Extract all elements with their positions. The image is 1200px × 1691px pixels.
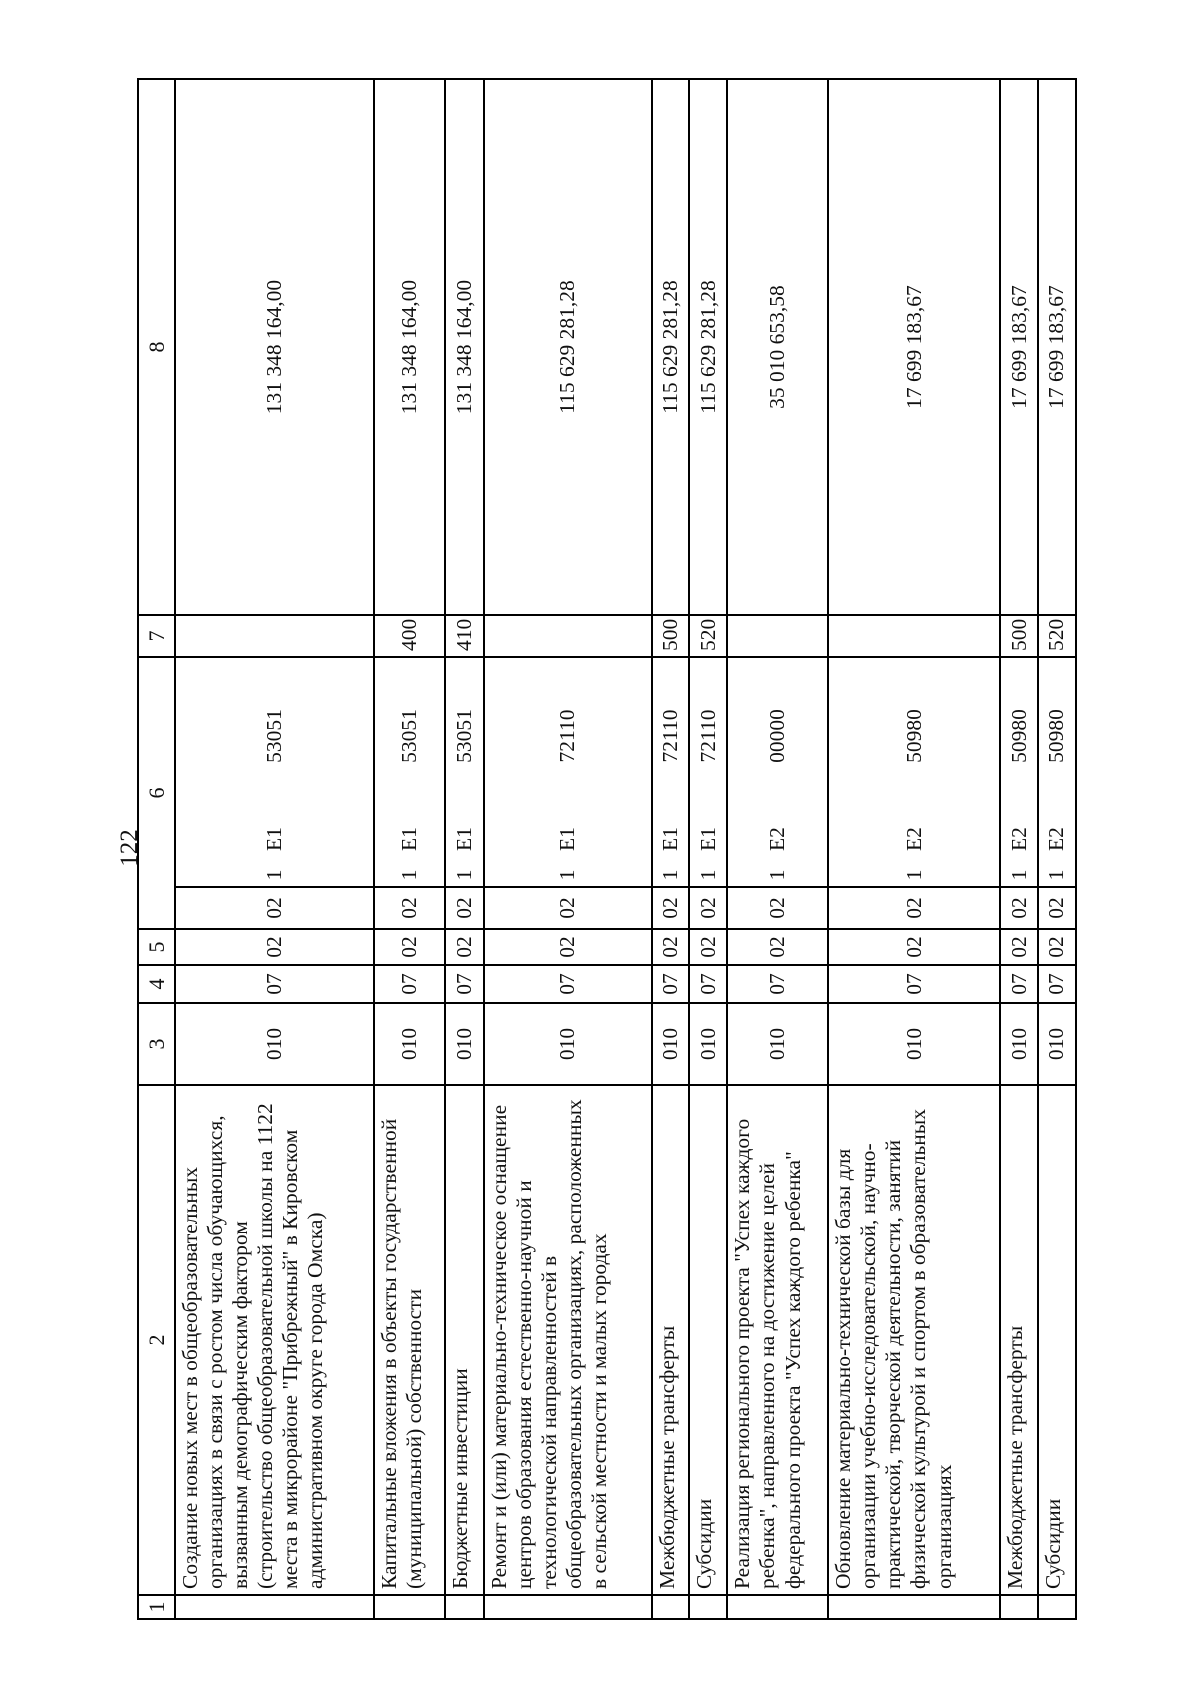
header-col-1: 1	[138, 1595, 175, 1619]
table-row	[689, 79, 727, 1619]
row-code-3: 010	[689, 1003, 727, 1085]
row-col-1	[689, 1595, 727, 1619]
row-col-1	[374, 1595, 444, 1619]
row-code-7	[828, 615, 1000, 657]
row-name: Межбюджетные трансферты	[652, 1085, 690, 1595]
table-row	[727, 79, 828, 1619]
row-code-5: 02	[374, 929, 444, 965]
row-code-7	[727, 615, 828, 657]
row-code-6	[445, 657, 484, 929]
row-code-7: 500	[652, 615, 690, 657]
row-col-1	[1000, 1595, 1038, 1619]
code6-part-1: 02	[1006, 897, 1031, 919]
row-code-3: 010	[828, 1003, 1000, 1085]
row-code-3: 010	[1038, 1003, 1076, 1085]
code6-part-3: E2	[1006, 827, 1031, 851]
row-amount: 17 699 183,67	[1000, 79, 1038, 615]
code6-part-2: 1	[396, 869, 421, 881]
row-amount: 35 010 653,58	[727, 79, 828, 615]
header-col-3: 3	[138, 1003, 175, 1085]
row-code-6	[484, 657, 652, 929]
row-code-5: 02	[652, 929, 690, 965]
row-code-6	[727, 657, 828, 929]
row-code-4: 07	[689, 965, 727, 1003]
code6-part-2: 1	[1006, 869, 1031, 881]
code6-part-1: 02	[657, 897, 682, 919]
row-name: Ремонт и (или) материально-техническое оснащение центров образования естественно-научной и технологической направленностей в общеобразовательных организациях, расположенных в сельской местности и малых городах	[484, 1085, 652, 1595]
row-col-1	[175, 1595, 375, 1619]
code6-part-4: 53051	[451, 709, 476, 763]
table-row	[1038, 79, 1076, 1619]
row-name: Обновление материально-технической базы для организации учебно-исследовательской, научно-практической, творческой деятельности, занятий физической культурой и спортом в образовательных организациях	[828, 1085, 1000, 1595]
row-code-6	[652, 657, 690, 929]
code6-part-4: 53051	[396, 709, 421, 763]
code6-part-4: 53051	[261, 709, 286, 763]
row-code-5: 02	[828, 929, 1000, 965]
header-col-6: 6	[138, 657, 175, 929]
code6-part-2: 1	[451, 869, 476, 881]
row-amount: 115 629 281,28	[484, 79, 652, 615]
code6-part-3: E1	[396, 827, 421, 851]
row-col-1	[652, 1595, 690, 1619]
row-name: Субсидии	[689, 1085, 727, 1595]
code6-part-1: 02	[1044, 897, 1069, 919]
table-row	[445, 79, 484, 1619]
row-code-5: 02	[1038, 929, 1076, 965]
row-amount: 115 629 281,28	[689, 79, 727, 615]
code6-part-1: 02	[261, 897, 286, 919]
code6-part-3: E1	[657, 827, 682, 851]
code6-part-4: 72110	[555, 709, 579, 763]
row-code-5: 02	[1000, 929, 1038, 965]
row-code-7	[175, 615, 375, 657]
code6-part-2: 1	[901, 869, 926, 881]
code6-part-1: 02	[396, 897, 421, 919]
row-name: Субсидии	[1038, 1085, 1076, 1595]
code6-part-1: 02	[901, 897, 926, 919]
row-code-5: 02	[727, 929, 828, 965]
row-code-6	[828, 657, 1000, 929]
row-code-6	[1038, 657, 1076, 929]
code6-part-3: E1	[261, 827, 286, 851]
row-amount: 131 348 164,00	[374, 79, 444, 615]
row-code-4: 07	[828, 965, 1000, 1003]
row-code-3: 010	[175, 1003, 375, 1085]
code6-part-3: E1	[451, 827, 476, 851]
code6-part-2: 1	[555, 869, 579, 881]
row-code-4: 07	[175, 965, 375, 1003]
row-code-3: 010	[727, 1003, 828, 1085]
code6-part-1: 02	[695, 897, 720, 919]
row-code-7: 520	[1038, 615, 1076, 657]
row-code-3: 010	[445, 1003, 484, 1085]
row-col-1	[1038, 1595, 1076, 1619]
row-code-7: 520	[689, 615, 727, 657]
row-code-3: 010	[374, 1003, 444, 1085]
code6-part-2: 1	[261, 869, 286, 881]
row-code-4: 07	[1000, 965, 1038, 1003]
row-code-5: 02	[445, 929, 484, 965]
row-code-6	[689, 657, 727, 929]
row-code-5: 02	[175, 929, 375, 965]
row-code-7: 400	[374, 615, 444, 657]
header-col-5: 5	[138, 929, 175, 965]
row-amount: 131 348 164,00	[175, 79, 375, 615]
table-row	[484, 79, 652, 1619]
row-code-4: 07	[445, 965, 484, 1003]
header-col-2: 2	[138, 1085, 175, 1595]
table-row	[175, 79, 375, 1619]
code6-part-3: E1	[695, 827, 720, 851]
row-amount: 17 699 183,67	[828, 79, 1000, 615]
table-row	[652, 79, 690, 1619]
code6-part-2: 1	[765, 869, 790, 881]
header-col-4: 4	[138, 965, 175, 1003]
table-row	[374, 79, 444, 1619]
row-name: Капитальные вложения в объекты государственной (муниципальной) собственности	[374, 1085, 444, 1595]
row-code-6	[175, 657, 375, 929]
code6-part-4: 72110	[657, 709, 682, 763]
row-code-5: 02	[689, 929, 727, 965]
row-code-3: 010	[1000, 1003, 1038, 1085]
row-code-5: 02	[484, 929, 652, 965]
row-code-6	[1000, 657, 1038, 929]
code6-part-1: 02	[555, 897, 579, 919]
row-code-7: 500	[1000, 615, 1038, 657]
row-name: Бюджетные инвестиции	[445, 1085, 484, 1595]
table-row	[1000, 79, 1038, 1619]
row-col-1	[445, 1595, 484, 1619]
row-amount: 115 629 281,28	[652, 79, 690, 615]
row-code-3: 010	[484, 1003, 652, 1085]
row-code-7: 410	[445, 615, 484, 657]
header-row	[138, 79, 175, 1619]
code6-part-4: 72110	[695, 709, 720, 763]
code6-part-3: E1	[555, 827, 579, 851]
row-amount: 17 699 183,67	[1038, 79, 1076, 615]
row-col-1	[727, 1595, 828, 1619]
row-name: Реализация регионального проекта "Успех каждого ребенка", направленного на достижение целей федерального проекта "Успех каждого ребенка"	[727, 1085, 828, 1595]
code6-part-3: E2	[901, 827, 926, 851]
code6-part-4: 50980	[1044, 709, 1069, 763]
code6-part-1: 02	[765, 897, 790, 919]
row-code-3: 010	[652, 1003, 690, 1085]
code6-part-3: E2	[765, 827, 790, 851]
row-code-4: 07	[652, 965, 690, 1003]
row-name: Создание новых мест в общеобразовательных организациях в связи с ростом числа обучающихся, вызванным демографическим фактором (строительство общеобразовательной школы на 1122 места в микрорайоне "Прибрежный" в Кировском административном округе города Омска)	[175, 1085, 375, 1595]
row-code-4: 07	[727, 965, 828, 1003]
code6-part-4: 50980	[901, 709, 926, 763]
row-code-4: 07	[374, 965, 444, 1003]
row-code-4: 07	[484, 965, 652, 1003]
code6-part-1: 02	[451, 897, 476, 919]
code6-part-4: 00000	[765, 709, 790, 763]
row-amount: 131 348 164,00	[445, 79, 484, 615]
budget-table	[137, 78, 1077, 1620]
row-code-4: 07	[1038, 965, 1076, 1003]
code6-part-2: 1	[657, 869, 682, 881]
header-col-8: 8	[138, 79, 175, 615]
header-col-7: 7	[138, 615, 175, 657]
code6-part-2: 1	[1044, 869, 1069, 881]
page-number: 122	[116, 829, 143, 867]
code6-part-2: 1	[695, 869, 720, 881]
row-code-6	[374, 657, 444, 929]
row-col-1	[828, 1595, 1000, 1619]
code6-part-4: 50980	[1006, 709, 1031, 763]
row-name: Межбюджетные трансферты	[1000, 1085, 1038, 1595]
row-code-7	[484, 615, 652, 657]
code6-part-3: E2	[1044, 827, 1069, 851]
rotated-table-container	[137, 80, 1077, 1620]
row-col-1	[484, 1595, 652, 1619]
table-row	[828, 79, 1000, 1619]
